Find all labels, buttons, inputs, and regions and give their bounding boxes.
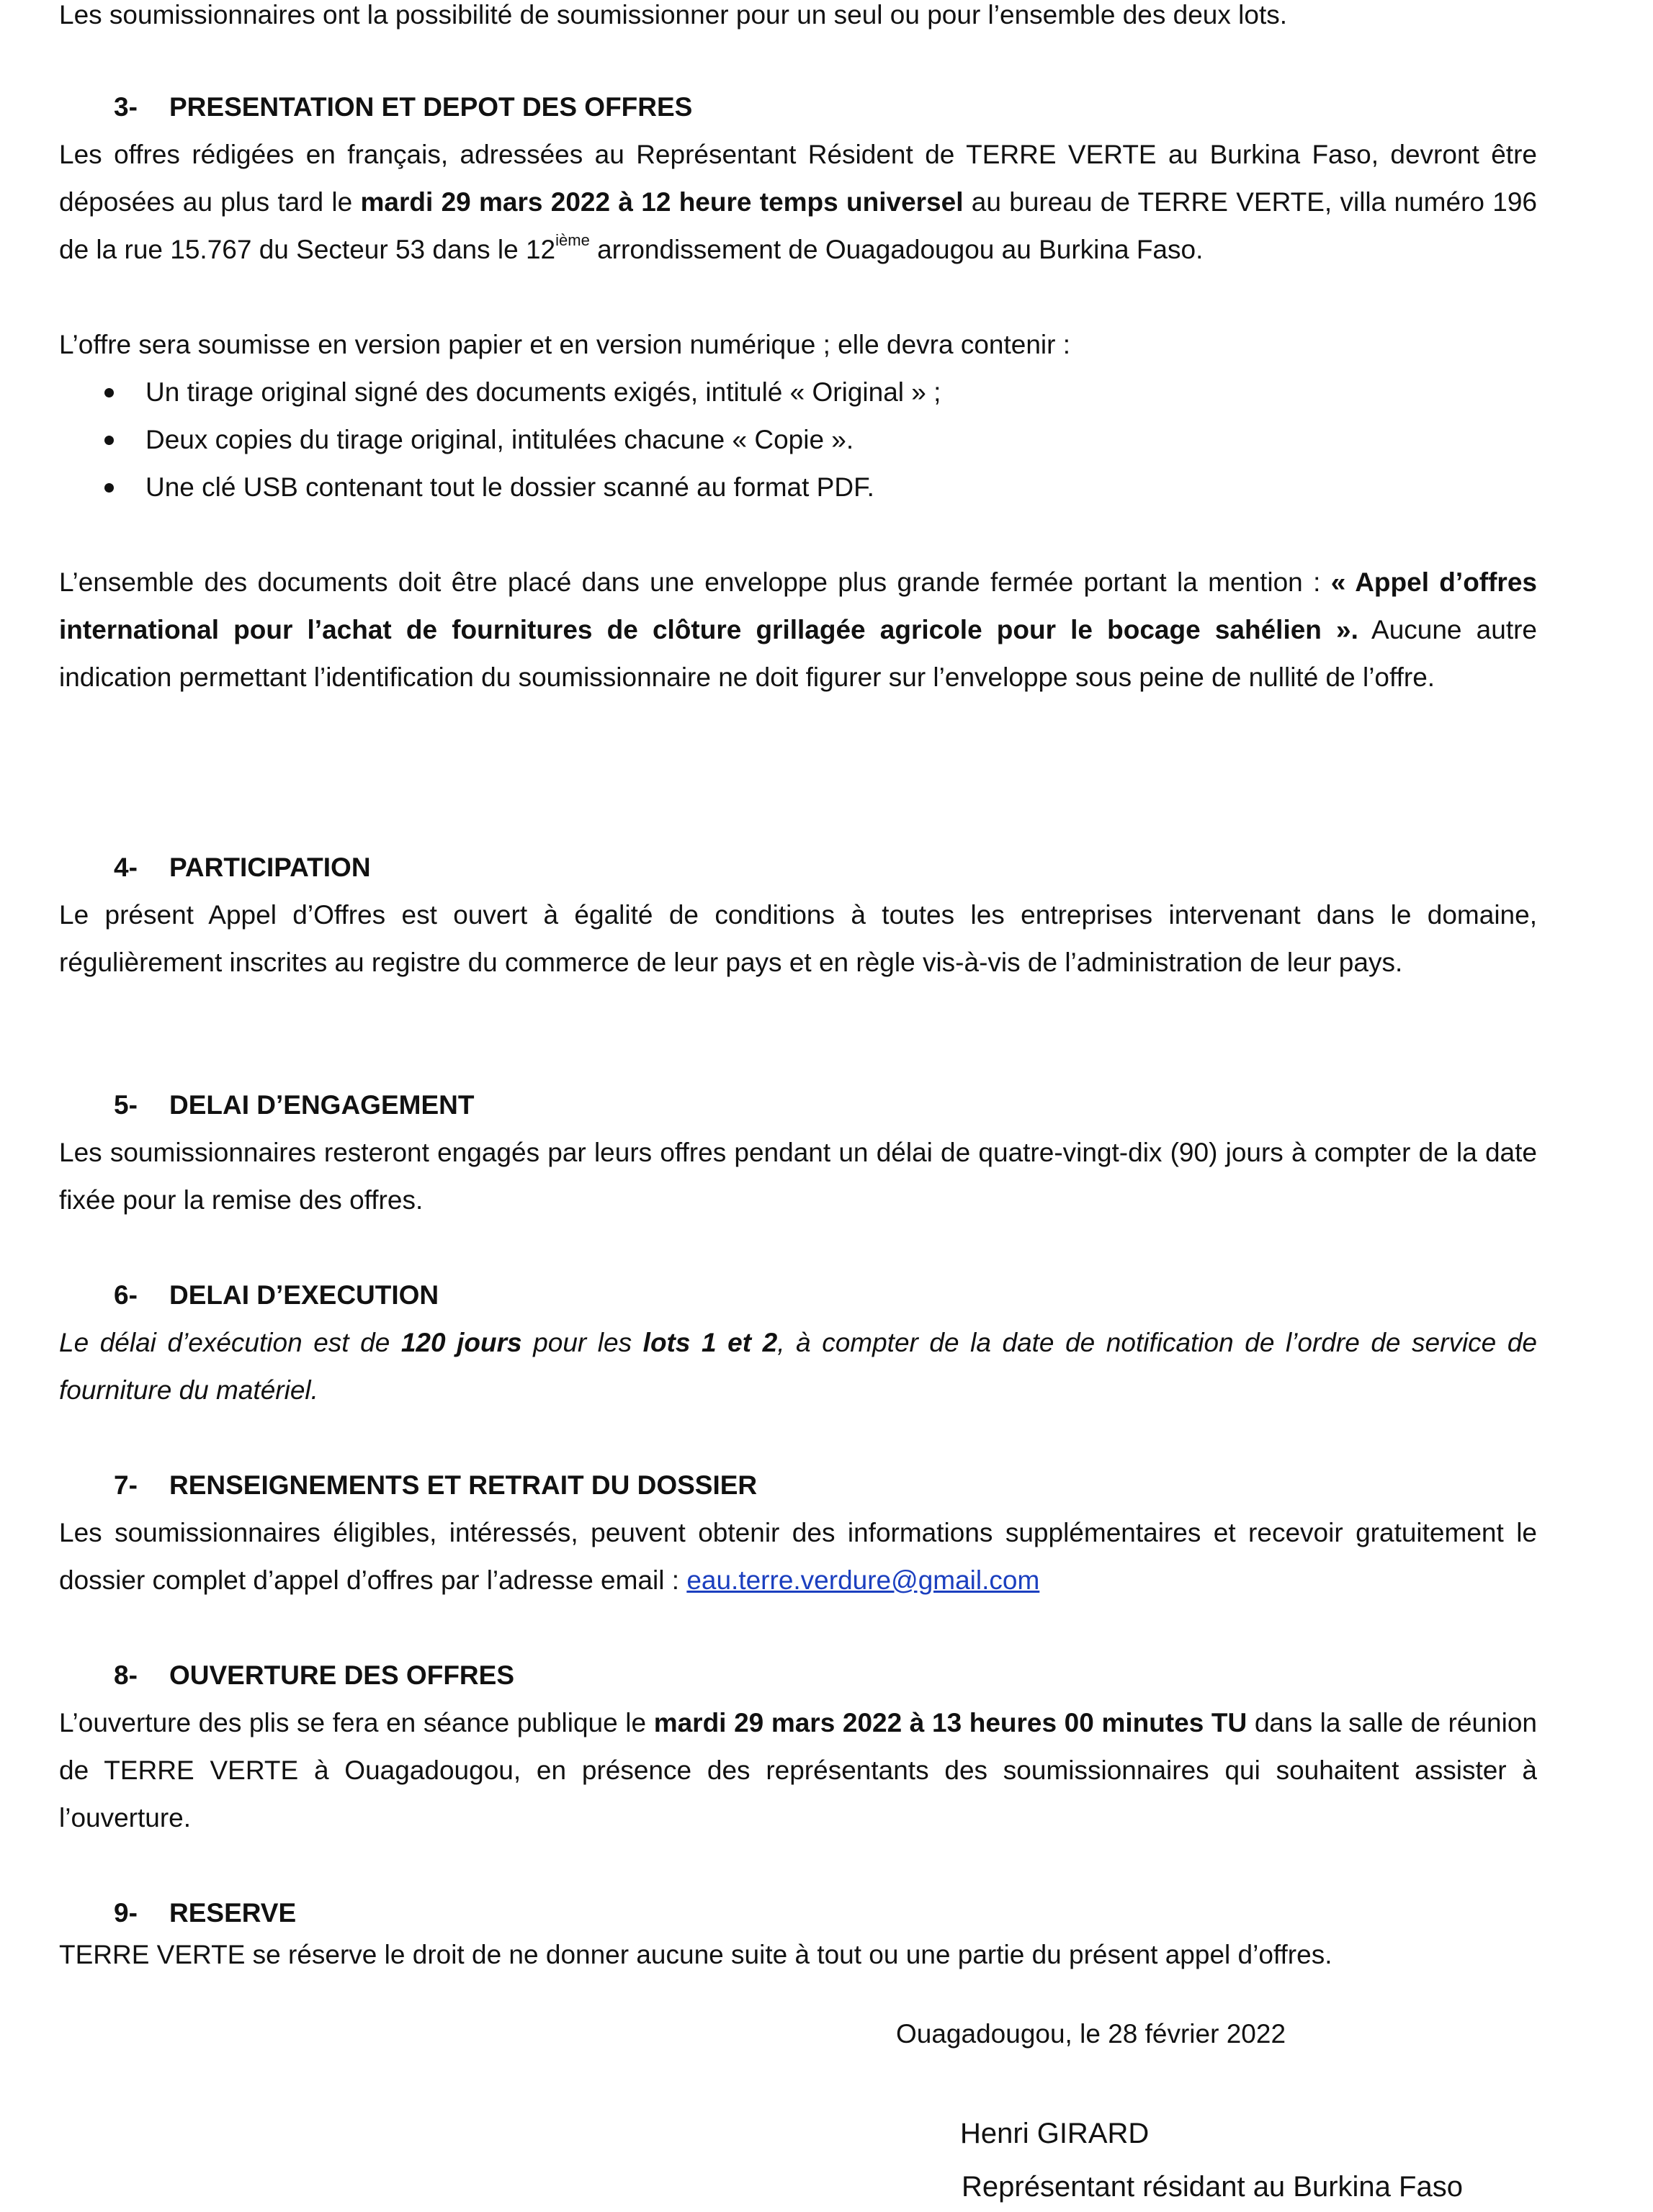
list-item-text: Un tirage original signé des documents exigés, intitulé « Original » ; [145,377,941,407]
section-3-deadline: mardi 29 mars 2022 à 12 heure temps universel [360,187,964,217]
section-9 [59,1889,1537,1979]
section-9-heading [59,1889,1537,1937]
section-9-number: 9- [114,1898,138,1928]
list-item-text: Deux copies du tirage original, intitulées chacune « Copie ». [145,425,854,454]
section-6-heading [59,1272,1537,1319]
list-item-text: Une clé USB contenant tout le dossier scanné au format PDF. [145,472,874,502]
section-3-superscript: ième [555,231,590,249]
section-6-title: DELAI D’EXECUTION [169,1280,439,1310]
section-8-title: OUVERTURE DES OFFRES [169,1660,514,1690]
section-3-p3-text-a: L’ensemble des documents doit être placé dans une enveloppe plus grande fermée portant la mention : [59,567,1331,597]
section-7-text-body: Les soumissionnaires éligibles, intéressés, peuvent obtenir des informations supplémentaires et recevoir gratuitement le dossier complet d’appel d’offres par l’adresse email : [59,1518,1537,1595]
section-3-p3-text-b: Aucune autre indication permettant l’identification du soumissionnaire ne doit figurer sur l’enveloppe sous peine de nullité de l’offre. [59,615,1537,692]
bullet-icon [104,436,114,445]
bullet-icon [104,388,114,397]
section-8-number: 8- [114,1660,138,1690]
email-link[interactable]: eau.terre.verdure@gmail.com [686,1565,1040,1595]
section-6-lots: lots 1 et 2 [642,1328,778,1357]
section-7-number: 7- [114,1470,138,1500]
signatory-name: Henri GIRARD [960,2118,1150,2149]
section-5-text: Les soumissionnaires resteront engagés par leurs offres pendant un délai de quatre-vingt-dix (90) jours à compter de la date fixée pour la remise des offres. [59,1138,1537,1215]
section-4-heading [59,844,1537,891]
section-7 [59,1462,1537,1604]
section-9-text: TERRE VERTE se réserve le droit de ne donner aucune suite à tout ou une partie du présent appel d’offres. [59,1940,1332,1969]
section-5-number: 5- [114,1090,138,1120]
section-6-text-a: Le délai d’exécution est de [59,1328,401,1357]
section-5-title: DELAI D’ENGAGEMENT [169,1090,475,1120]
section-4-text: Le présent Appel d’Offres est ouvert à égalité de conditions à toutes les entreprises intervenant dans le domaine, régulièrement inscrites au registre du commerce de leur pays et en règle vis-à-vis de l’administration de leur pays. [59,900,1537,977]
bullet-icon [104,483,114,493]
opening-date: mardi 29 mars 2022 à 13 heures 00 minutes TU [653,1708,1247,1737]
section-3-paragraph-1 [59,131,1537,274]
section-6-text-c: , à compter de la date de notification de l’ordre de service de fourniture du matériel. [59,1328,1537,1405]
section-9-title: RESERVE [169,1898,297,1928]
section-8-heading [59,1652,1537,1699]
section-4 [59,844,1537,986]
section-4-title: PARTICIPATION [169,853,371,882]
envelope-mention: « Appel d’offres international pour l’achat de fournitures de clôture grillagée agricole pour le bocage sahélien ». [59,567,1537,644]
section-3 [59,84,1537,701]
section-7-text [59,1509,1537,1604]
section-7-title: RENSEIGNEMENTS ET RETRAIT DU DOSSIER [169,1470,758,1500]
section-8 [59,1652,1537,1842]
section-6-text-b: pour les [521,1328,643,1357]
intro-text: Les soumissionnaires ont la possibilité de soumissionner pour un seul ou pour l’ensemble des deux lots. [59,0,1288,30]
signatory-role: Représentant résidant au Burkina Faso [962,2171,1463,2203]
section-3-number: 3- [114,92,138,122]
list-item [59,416,1537,464]
section-3-p1-text-c: arrondissement de Ouagadougou au Burkina Faso. [589,235,1204,264]
section-6-number: 6- [114,1280,138,1310]
list-item [59,464,1537,511]
section-3-p1-text-a: Les offres rédigées en français, adressées au Représentant Résident de TERRE VERTE au Burkina Faso, devront être déposées au plus tard le [59,140,1537,217]
section-5 [59,1082,1537,1224]
section-3-title: PRESENTATION ET DEPOT DES OFFRES [169,92,693,122]
section-8-text-b: dans la salle de réunion de TERRE VERTE à Ouagadougou, en présence des représentants des soumissionnaires qui souhaitent assister à l’ouverture. [59,1708,1537,1833]
section-3-heading [59,84,1537,131]
section-6 [59,1272,1537,1414]
section-8-text [59,1699,1537,1842]
place-date: Ouagadougou, le 28 février 2022 [896,2019,1286,2049]
section-3-paragraph-2: L’offre sera soumisse en version papier et en version numérique ; elle devra contenir : [59,330,1071,359]
list-item [59,369,1537,416]
section-6-duration: 120 jours [400,1328,522,1357]
section-5-heading [59,1082,1537,1129]
section-3-p1-text-b: au bureau de TERRE VERTE, villa numéro 196 de la rue 15.767 du Secteur 53 dans le 12 [59,187,1537,264]
offer-contents-list [59,369,1537,511]
section-3-paragraph-3 [59,559,1537,701]
section-7-heading [59,1462,1537,1509]
section-6-text [59,1319,1537,1414]
section-4-number: 4- [114,853,138,882]
section-8-text-a: L’ouverture des plis se fera en séance publique le [59,1708,654,1737]
